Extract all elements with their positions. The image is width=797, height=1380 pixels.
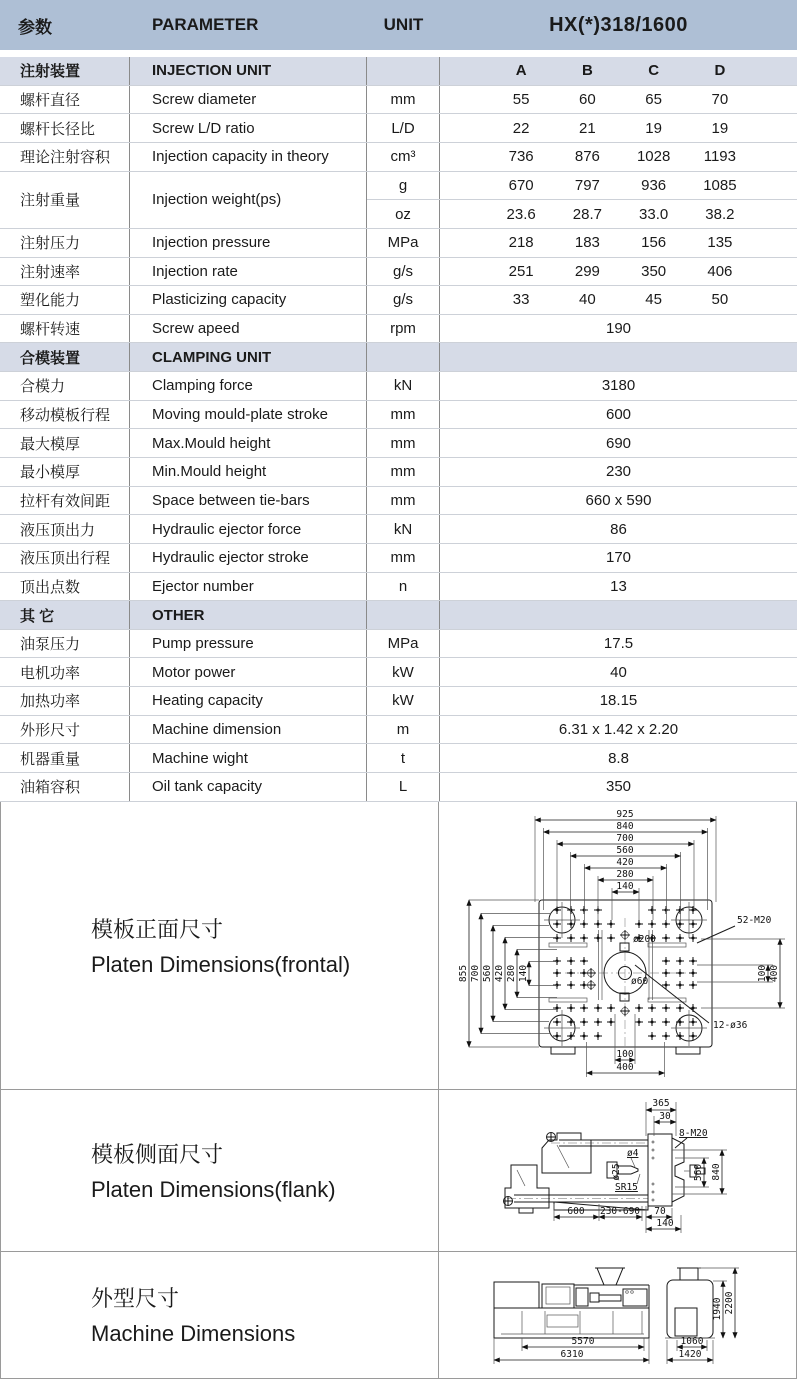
value: 8.8 — [608, 749, 629, 767]
param-cn: 理论注射容积 — [0, 143, 130, 171]
param-en: Screw apeed — [130, 315, 367, 343]
unit: kW — [367, 687, 440, 715]
unit: L/D — [367, 114, 440, 142]
table-section-row — [0, 57, 797, 86]
drawings-area — [0, 802, 797, 1379]
platen-flank-drawing — [439, 1090, 796, 1251]
unit: kN — [367, 372, 440, 400]
unit: kW — [367, 658, 440, 686]
param-en: Oil tank capacity — [130, 773, 367, 801]
value: 6.31 x 1.42 x 2.20 — [558, 721, 679, 739]
frontal-title-cn: 模板正面尺寸 — [91, 916, 224, 942]
param-en: Min.Mould height — [130, 458, 367, 486]
table-row — [0, 401, 797, 430]
table-section-row — [0, 343, 797, 372]
label-52-M20: 52-M20 — [737, 914, 772, 926]
param-en: Hydraulic ejector stroke — [130, 544, 367, 572]
unit: m — [367, 716, 440, 744]
param-cn: 机器重量 — [0, 744, 130, 772]
frontal-title-en: Platen Dimensions(frontal) — [91, 951, 351, 977]
table-row-injection-weight — [0, 172, 797, 229]
values: 670 797 936 1085 — [508, 176, 737, 194]
unit: mm — [367, 458, 440, 486]
unit: MPa — [367, 630, 440, 658]
value: 17.5 — [603, 635, 634, 653]
svg-text:700: 700 — [470, 964, 481, 982]
unit: n — [367, 573, 440, 601]
values: 33 40 45 50 — [512, 291, 729, 309]
table-row — [0, 372, 797, 401]
platen-frontal-section — [1, 802, 796, 1090]
unit: mm — [367, 429, 440, 457]
param-cn: 注射装置 — [0, 57, 130, 85]
param-cn: 合模装置 — [0, 343, 130, 371]
dim-1060: 1060 — [680, 1335, 704, 1347]
unit: t — [367, 744, 440, 772]
dim-365: 365 — [652, 1097, 670, 1109]
table-row — [0, 630, 797, 659]
dim-140: 140 — [656, 1217, 674, 1229]
value: 3180 — [601, 377, 636, 395]
value: 86 — [610, 520, 627, 538]
values: 55 60 65 70 — [512, 90, 729, 108]
machine-title-cn: 外型尺寸 — [91, 1286, 180, 1312]
label-SR15: SR15 — [615, 1181, 638, 1193]
table-row — [0, 114, 797, 143]
unit: g/s — [367, 286, 440, 314]
table-row — [0, 143, 797, 172]
param-en: Max.Mould height — [130, 429, 367, 457]
label-12-o36: 12-ø36 — [713, 1019, 748, 1031]
unit: g — [367, 172, 440, 200]
param-cn: 外形尺寸 — [0, 716, 130, 744]
values: 736 876 1028 1193 — [508, 148, 736, 166]
variant-headers — [440, 57, 797, 85]
dim-5570: 5570 — [571, 1335, 595, 1347]
dim-bottom-100: 100 — [616, 1048, 634, 1060]
dim-right-100: 100 — [757, 964, 768, 982]
dim-70: 70 — [654, 1205, 666, 1217]
dim-840: 840 — [711, 1163, 722, 1181]
param-cn: 液压顶出力 — [0, 515, 130, 543]
table-row — [0, 687, 797, 716]
value: 600 — [605, 406, 632, 424]
header-gap — [0, 50, 797, 57]
platen-frontal-drawing — [439, 802, 796, 1089]
param-cn: 顶出点数 — [0, 573, 130, 601]
param-en: Heating capacity — [130, 687, 367, 715]
label-o200: ø200 — [633, 933, 656, 945]
table-row — [0, 658, 797, 687]
param-cn: 油泵压力 — [0, 630, 130, 658]
label-o4: ø4 — [627, 1147, 639, 1159]
svg-text:140: 140 — [518, 964, 529, 982]
table-row — [0, 429, 797, 458]
param-cn: 最大模厚 — [0, 429, 130, 457]
table-row — [0, 515, 797, 544]
value: 13 — [610, 577, 627, 595]
dim-700: 700 — [616, 832, 634, 844]
header-param-cn: 参数 — [18, 17, 52, 37]
param-cn: 加热功率 — [0, 687, 130, 715]
sub-row-g — [367, 172, 797, 201]
table-row — [0, 258, 797, 287]
unit: rpm — [367, 315, 440, 343]
param-cn: 塑化能力 — [0, 286, 130, 314]
header-param-en: PARAMETER — [152, 15, 259, 34]
value: 660 x 590 — [585, 491, 652, 509]
unit: g/s — [367, 258, 440, 286]
param-en: Screw L/D ratio — [130, 114, 367, 142]
table-row — [0, 86, 797, 115]
dim-1420: 1420 — [678, 1348, 702, 1360]
dim-600: 600 — [567, 1205, 585, 1217]
param-cn: 螺杆直径 — [0, 86, 130, 114]
param-en: Injection capacity in theory — [130, 143, 367, 171]
unit: L — [367, 773, 440, 801]
param-cn: 注射速率 — [0, 258, 130, 286]
table-row — [0, 315, 797, 344]
unit: mm — [367, 544, 440, 572]
label-o60: ø60 — [631, 975, 649, 987]
param-en: Plasticizing capacity — [130, 286, 367, 314]
param-en: Screw diameter — [130, 86, 367, 114]
param-en: Motor power — [130, 658, 367, 686]
param-cn: 注射压力 — [0, 229, 130, 257]
dim-280: 280 — [616, 868, 634, 880]
param-en: Ejector number — [130, 573, 367, 601]
param-en: Hydraulic ejector force — [130, 515, 367, 543]
param-en: CLAMPING UNIT — [130, 343, 367, 371]
variant-a: A — [515, 62, 527, 80]
label-8-M20: 8-M20 — [679, 1127, 708, 1139]
svg-text:280: 280 — [506, 964, 517, 982]
svg-text:560: 560 — [482, 964, 493, 982]
dim-6310: 6310 — [560, 1348, 584, 1360]
unit: cm³ — [367, 143, 440, 171]
dim-bottom-400: 400 — [616, 1061, 634, 1073]
table-row — [0, 544, 797, 573]
model-number: HX(*)318/1600 — [549, 13, 688, 36]
value: 18.15 — [599, 692, 638, 710]
dim-2200: 2200 — [724, 1291, 735, 1315]
flank-title-cn: 模板侧面尺寸 — [91, 1141, 224, 1167]
machine-title-en: Machine Dimensions — [91, 1321, 296, 1347]
param-cn: 螺杆长径比 — [0, 114, 130, 142]
param-cn: 最小模厚 — [0, 458, 130, 486]
unit: oz — [367, 200, 440, 228]
dim-925: 925 — [616, 808, 634, 820]
param-cn: 注射重量 — [0, 172, 130, 228]
table-row — [0, 487, 797, 516]
value: 230 — [605, 463, 632, 481]
param-cn: 液压顶出行程 — [0, 544, 130, 572]
param-cn: 电机功率 — [0, 658, 130, 686]
table-section-row — [0, 601, 797, 630]
table-row — [0, 773, 797, 802]
value: 170 — [605, 549, 632, 567]
unit: MPa — [367, 229, 440, 257]
param-cn: 螺杆转速 — [0, 315, 130, 343]
param-en: Injection rate — [130, 258, 367, 286]
table-row — [0, 458, 797, 487]
flank-title-en: Platen Dimensions(flank) — [91, 1176, 336, 1202]
spec-table — [0, 57, 797, 802]
unit: mm — [367, 86, 440, 114]
unit: kN — [367, 515, 440, 543]
values: 22 21 19 19 — [512, 119, 729, 137]
param-en: Space between tie-bars — [130, 487, 367, 515]
table-row — [0, 286, 797, 315]
svg-text:420: 420 — [494, 964, 505, 982]
dim-420: 420 — [616, 856, 634, 868]
dim-140: 140 — [616, 880, 634, 892]
label-o25: ø25 — [611, 1163, 622, 1181]
values: 23.6 28.7 33.0 38.2 — [506, 205, 735, 223]
param-en: Pump pressure — [130, 630, 367, 658]
param-en: Machine dimension — [130, 716, 367, 744]
machine-dimensions-drawing — [439, 1252, 796, 1378]
param-en: OTHER — [130, 601, 367, 629]
variant-c: C — [648, 62, 660, 80]
values: 218 183 156 135 — [508, 234, 733, 252]
dim-right-400: 400 — [769, 964, 780, 982]
unit: mm — [367, 401, 440, 429]
dim-560: 560 — [693, 1163, 704, 1181]
table-row — [0, 573, 797, 602]
table-row — [0, 716, 797, 745]
table-row — [0, 744, 797, 773]
param-cn: 其 它 — [0, 601, 130, 629]
param-en: Moving mould-plate stroke — [130, 401, 367, 429]
value: 690 — [605, 434, 632, 452]
dim-560: 560 — [616, 844, 634, 856]
dim-30: 30 — [659, 1110, 671, 1122]
param-en: Clamping force — [130, 372, 367, 400]
param-en: INJECTION UNIT — [130, 57, 367, 85]
platen-flank-section — [1, 1090, 796, 1252]
unit: mm — [367, 487, 440, 515]
param-cn: 合模力 — [0, 372, 130, 400]
param-en: Injection pressure — [130, 229, 367, 257]
param-cn: 拉杆有效间距 — [0, 487, 130, 515]
value: 190 — [605, 320, 632, 338]
values: 251 299 350 406 — [508, 262, 733, 280]
table-row — [0, 229, 797, 258]
dim-855: 855 — [458, 964, 469, 982]
value: 350 — [605, 778, 632, 796]
sub-row-oz — [367, 200, 797, 228]
header-band — [0, 0, 797, 50]
dim-230-690: 230-690 — [599, 1205, 641, 1217]
machine-dimensions-section — [1, 1252, 796, 1379]
dim-840: 840 — [616, 820, 634, 832]
param-cn: 移动模板行程 — [0, 401, 130, 429]
variant-d: D — [714, 62, 726, 80]
value: 40 — [610, 663, 627, 681]
param-cn: 油箱容积 — [0, 773, 130, 801]
variant-b: B — [581, 62, 593, 80]
param-en: Machine wight — [130, 744, 367, 772]
param-en: Injection weight(ps) — [130, 172, 367, 228]
header-unit: UNIT — [383, 15, 424, 34]
dim-1940: 1940 — [712, 1297, 723, 1321]
